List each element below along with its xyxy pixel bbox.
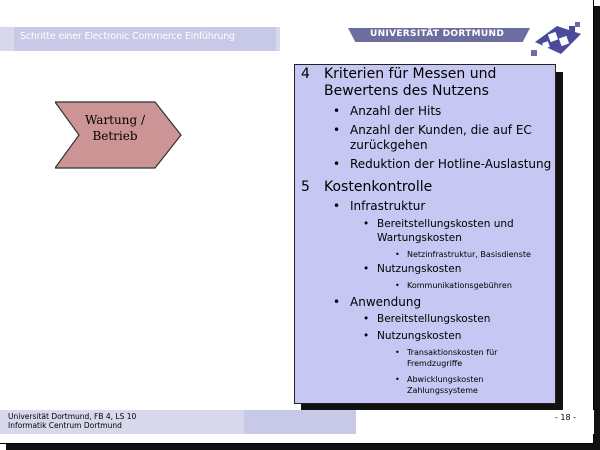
bullet-icon: • [363,313,370,325]
kommunikationsgebuehren-item: Kommunikationsgebühren [407,281,512,290]
footer-line1: Universität Dortmund, FB 4, LS 10 [8,412,137,421]
bullet-icon: • [395,250,400,259]
bullet-icon: • [395,281,400,290]
university-name: UNIVERSITÄT DORTMUND [370,29,505,39]
process-step-label-line2: Betrieb [92,129,138,143]
bereitstellung-wartung-line1: Bereitstellungskosten und [377,218,514,230]
section-4-item-hits: Anzahl der Hits [350,104,442,118]
bullet-icon: • [333,157,341,171]
nutzungskosten-infra: Nutzungskosten [377,263,462,275]
bullet-icon: • [333,123,341,137]
section-4-title-line1: Kriterien für Messen und [324,66,497,82]
netzinfrastruktur-item: Netzinfrastruktur, Basisdienste [407,250,531,259]
section-4-item-kunden-line2: zurückgehen [350,138,428,152]
bereitstellung-wartung-line2: Wartungskosten [377,232,462,244]
anwendung-label: Anwendung [350,295,422,309]
header-title: Schritte einer Electronic Commerce Einführung [20,31,235,42]
bullet-icon: • [333,295,341,309]
section-4-item-kunden-line1: Anzahl der Kunden, die auf EC [350,123,532,137]
slide-shadow-bottom [6,444,600,450]
section-5-number: 5 [301,179,310,195]
transaktionskosten-line2: Fremdzugriffe [407,359,463,368]
bullet-icon: • [395,348,400,357]
nutzungskosten-anwendung: Nutzungskosten [377,330,462,342]
process-step-label [70,112,160,144]
section-4-title-line2: Bewertens des Nutzens [324,83,489,99]
footer-line2: Informatik Centrum Dortmund [8,421,122,430]
section-4-number: 4 [301,66,310,82]
bullet-icon: • [363,218,370,230]
bullet-icon: • [363,330,370,342]
abwicklungskosten-line2: Zahlungssysteme [407,386,478,395]
university-logo-icon [527,20,585,60]
section-4-item-hotline: Reduktion der Hotline-Auslastung [350,157,552,171]
bullet-icon: • [333,199,341,213]
abwicklungskosten-line1: Abwicklungskosten [407,375,484,384]
bullet-icon: • [363,263,370,275]
slide-shadow-right [594,6,600,450]
bullet-icon: • [395,375,400,384]
bullet-icon: • [333,104,341,118]
process-step-label-line1: Wartung / [85,113,145,127]
page-number: - 18 - [555,413,577,422]
section-5-title: Kostenkontrolle [324,179,433,195]
infrastruktur-label: Infrastruktur [350,199,426,213]
transaktionskosten-line1: Transaktionskosten für [407,348,498,357]
footer-mid-block [244,410,356,434]
footer-affiliation [8,412,136,430]
bereitstellungskosten-anwendung: Bereitstellungskosten [377,313,491,325]
